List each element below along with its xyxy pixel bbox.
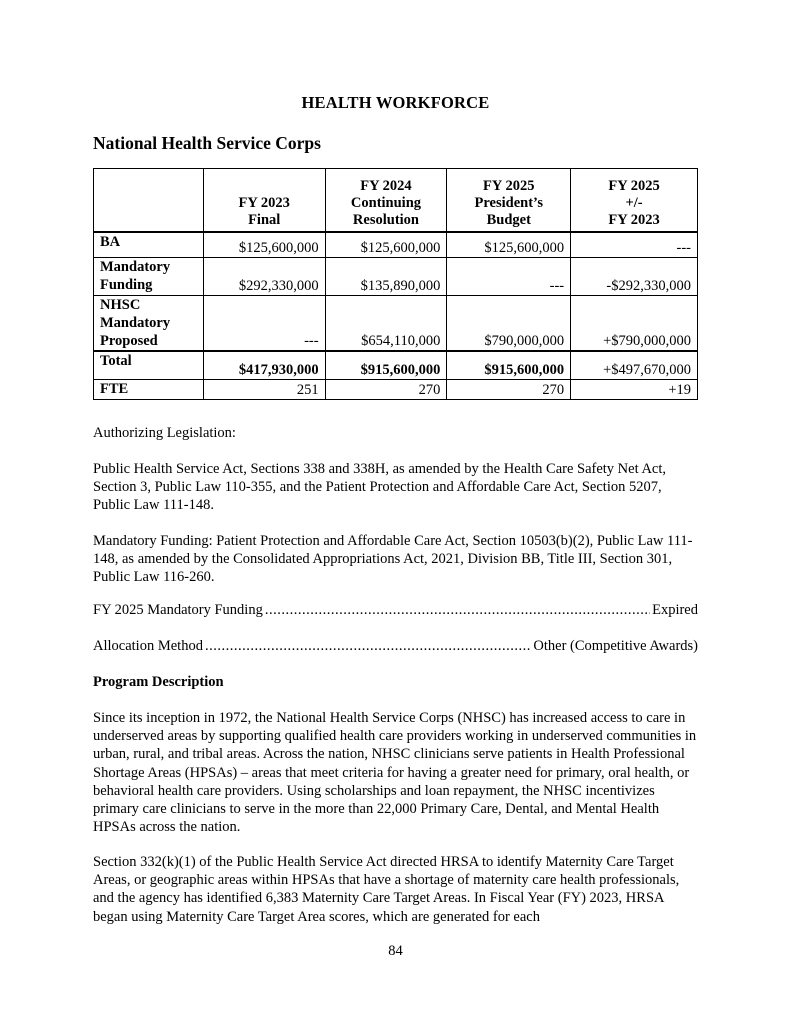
- header-cell-empty: [94, 169, 204, 232]
- authorizing-legislation-text: Public Health Service Act, Sections 338 and 338H, as amended by the Health Care Safety Net Act, Section 3, Public Law 110-355, and the Patient Protection and Affordable Care Act, Section 5207, Public Law 111-148.: [93, 461, 667, 514]
- table-cell: $125,600,000: [203, 232, 325, 258]
- table-row-total: [94, 351, 698, 379]
- page-title: HEALTH WORKFORCE: [301, 93, 490, 112]
- table-row: [94, 296, 698, 352]
- fy2025-mandatory-label: FY 2025 Mandatory Funding: [93, 602, 263, 618]
- table-cell: $915,600,000: [325, 351, 447, 379]
- program-description-paragraph-1: Since its inception in 1972, the National Health Service Corps (NHSC) has increased access to care in underserved areas by supporting qualified health care providers working in underserved communities in urban, rural, and tribal areas. Across the nation, NHSC clinicians serve patients in Health Professional Shortage Areas (HPSAs) – areas that meet criteria for having a greater need for primary, oral health, or behavioral health care providers. Using scholarships and loan repayment, the NHSC incentivizes primary care clinicians to serve in the more than 22,000 Primary Care, Dental, and Mental Health HPSAs across the nation.: [93, 710, 697, 836]
- fy2025-mandatory-funding-line: [93, 601, 698, 619]
- page-number: 84: [388, 943, 403, 959]
- table-cell: +19: [571, 379, 698, 399]
- allocation-method-value: Other (Competitive Awards): [533, 638, 698, 654]
- table-cell: +$497,670,000: [571, 351, 698, 379]
- table-cell: $135,890,000: [325, 258, 447, 296]
- header-fy2023: FY 2023 Final: [203, 169, 325, 232]
- table-cell: 251: [203, 379, 325, 399]
- budget-table: [93, 168, 698, 400]
- authorizing-legislation-label: Authorizing Legislation:: [93, 425, 236, 441]
- table-cell: 270: [325, 379, 447, 399]
- table-cell: 270: [447, 379, 571, 399]
- section-title: National Health Service Corps: [93, 133, 321, 153]
- table-cell: $292,330,000: [203, 258, 325, 296]
- table-cell: $125,600,000: [325, 232, 447, 258]
- row-label: Total: [94, 351, 204, 379]
- allocation-method-label: Allocation Method: [93, 638, 203, 654]
- allocation-method-line: [93, 637, 698, 655]
- table-cell: $654,110,000: [325, 296, 447, 352]
- row-label: FTE: [94, 379, 204, 399]
- table-row: [94, 232, 698, 258]
- table-header-row: [94, 169, 698, 232]
- table-cell: $915,600,000: [447, 351, 571, 379]
- fy2025-mandatory-value: Expired: [652, 602, 698, 618]
- row-label: Mandatory Funding: [94, 258, 204, 296]
- table-cell: ---: [447, 258, 571, 296]
- table-cell: $790,000,000: [447, 296, 571, 352]
- row-label: BA: [94, 232, 204, 258]
- mandatory-funding-text: Mandatory Funding: Patient Protection and Affordable Care Act, Section 10503(b)(2), Public Law 111-148, as amended by the Consolidated Appropriations Act, 2021, Division BB, Title III, Section 301, Public Law 116-260.: [93, 533, 693, 586]
- header-fy2024: FY 2024 Continuing Resolution: [325, 169, 447, 232]
- header-fy2025: FY 2025 President’s Budget: [447, 169, 571, 232]
- table-cell: ---: [203, 296, 325, 352]
- program-description-heading: Program Description: [93, 674, 224, 690]
- table-cell: $417,930,000: [203, 351, 325, 379]
- program-description-paragraph-2: Section 332(k)(1) of the Public Health Service Act directed HRSA to identify Maternity Care Target Areas, or geographic areas within HPSAs that have a shortage of maternity care health professionals, and the agency has identified 6,383 Maternity Care Target Areas. In Fiscal Year (FY) 2023, HRSA began using Maternity Care Target Area scores, which are generated for each: [93, 854, 680, 925]
- table-row: [94, 258, 698, 296]
- table-cell: ---: [571, 232, 698, 258]
- table-cell: +$790,000,000: [571, 296, 698, 352]
- row-label: NHSC Mandatory Proposed: [94, 296, 204, 352]
- dot-leader: [205, 637, 531, 655]
- table-cell: -$292,330,000: [571, 258, 698, 296]
- table-cell: $125,600,000: [447, 232, 571, 258]
- dot-leader: [265, 601, 650, 619]
- header-fy2025-diff: FY 2025 +/- FY 2023: [571, 169, 698, 232]
- table-row: [94, 379, 698, 399]
